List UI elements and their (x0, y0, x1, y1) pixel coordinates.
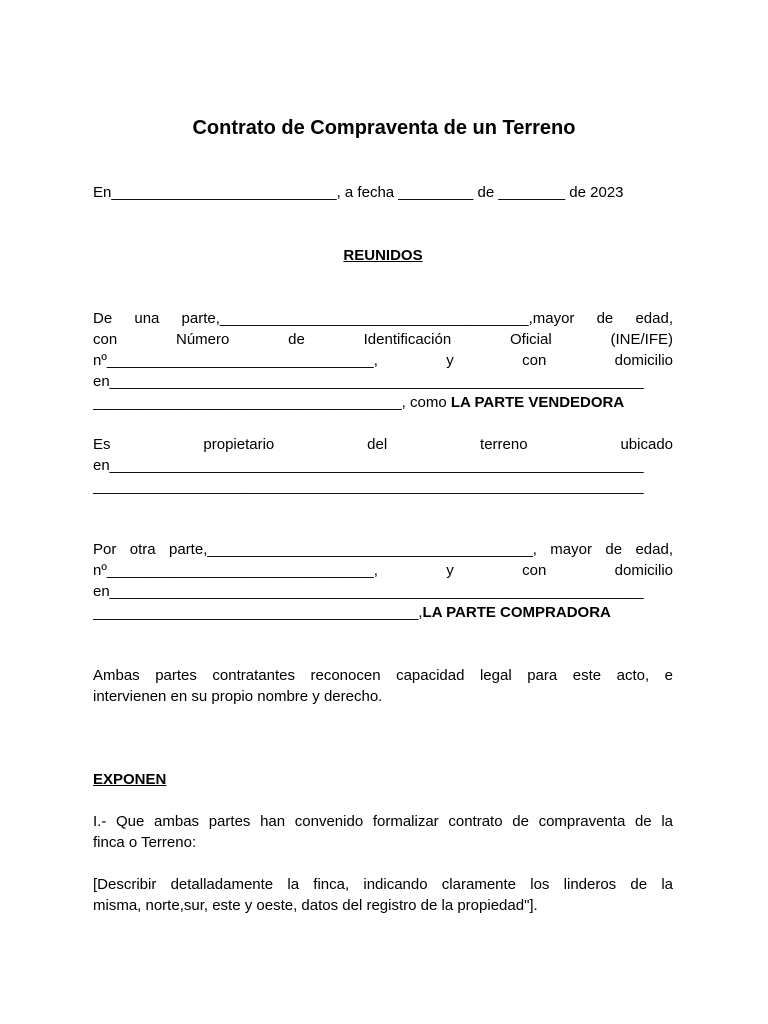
document-title: Contrato de Compraventa de un Terreno (192, 117, 576, 139)
clause-1-line-1: I.- Que ambas partes han convenido formalizar contrato de compraventa de la (93, 813, 673, 830)
buyer-line-3: en________________________________________________________________ (93, 583, 644, 600)
buyer-line-2: nº________________________________, y con domicilio (93, 562, 673, 579)
buyer-line-4 (93, 602, 673, 623)
seller-line-3: nº________________________________, y con domicilio (93, 352, 673, 369)
description-line-1: [Describir detalladamente la finca, indicando claramente los linderos de la (93, 876, 673, 893)
seller-line-2: con Número de Identificación Oficial (INE/IFE) (93, 331, 673, 348)
seller-line-4: en________________________________________________________________ (93, 373, 644, 390)
buyer-role-label: LA PARTE COMPRADORA (422, 604, 611, 621)
buyer-blank: _______________________________________, (93, 604, 423, 621)
place-date-line: En___________________________, a fecha _________ de ________ de 2023 (93, 184, 624, 201)
seller-blank: _____________________________________, como (93, 394, 451, 411)
section-heading-exponen: EXPONEN (93, 771, 167, 788)
property-line-1: Es propietario del terreno ubicado (93, 436, 673, 453)
seller-role-label: LA PARTE VENDEDORA (450, 394, 625, 411)
property-line-3: __________________________________________________________________ (93, 478, 644, 495)
capacity-line-2: intervienen en su propio nombre y derecho. (93, 688, 383, 705)
property-line-2: en________________________________________________________________ (93, 457, 644, 474)
description-line-2: misma, norte,sur, este y oeste, datos del registro de la propiedad"]. (93, 897, 538, 914)
section-heading-reunidos: REUNIDOS (343, 247, 423, 264)
capacity-line-1: Ambas partes contratantes reconocen capacidad legal para este acto, e (93, 667, 673, 684)
seller-line-1: De una parte,_____________________________________,mayor de edad, (93, 310, 673, 327)
clause-1-line-2: finca o Terreno: (93, 834, 197, 851)
buyer-line-1: Por otra parte,_______________________________________, mayor de edad, (93, 541, 673, 558)
seller-line-5 (93, 392, 673, 413)
